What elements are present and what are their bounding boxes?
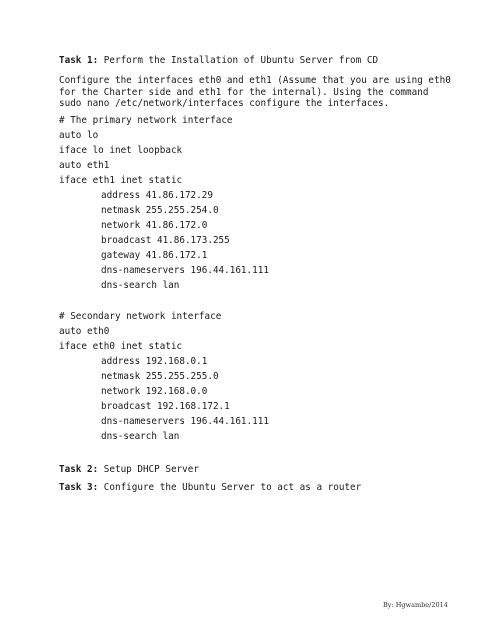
task3-label: Task 3: bbox=[59, 482, 99, 493]
primary-comment: # The primary network interface bbox=[59, 115, 233, 126]
task2-label: Task 2: bbox=[59, 464, 99, 475]
eth0-dns-nameservers: dns-nameservers 196.44.161.111 bbox=[101, 416, 269, 427]
intro-line-1: Configure the interfaces eth0 and eth1 (Assume that you are using eth0 bbox=[59, 75, 451, 86]
eth1-dns-search: dns-search lan bbox=[101, 280, 180, 291]
eth1-network: network 41.86.172.0 bbox=[101, 220, 208, 231]
eth1-gateway: gateway 41.86.172.1 bbox=[101, 250, 208, 261]
auto-eth0: auto eth0 bbox=[59, 326, 110, 337]
auto-eth1: auto eth1 bbox=[59, 160, 110, 171]
task1-label: Task 1: bbox=[59, 55, 99, 66]
iface-lo: iface lo inet loopback bbox=[59, 145, 183, 156]
task3-heading bbox=[59, 482, 361, 494]
eth0-dns-search: dns-search lan bbox=[101, 431, 180, 442]
eth1-dns-nameservers: dns-nameservers 196.44.161.111 bbox=[101, 265, 269, 276]
task3-text: Configure the Ubuntu Server to act as a router bbox=[98, 482, 362, 493]
iface-eth1: iface eth1 inet static bbox=[59, 175, 183, 186]
iface-eth0: iface eth0 inet static bbox=[59, 341, 183, 352]
eth0-address: address 192.168.0.1 bbox=[101, 356, 208, 367]
eth0-network: network 192.168.0.0 bbox=[101, 386, 208, 397]
eth1-address: address 41.86.172.29 bbox=[101, 190, 213, 201]
task2-text: Setup DHCP Server bbox=[98, 464, 199, 475]
intro-line-2: for the Charter side and eth1 for the internal). Using the command bbox=[59, 87, 429, 98]
task2-heading bbox=[59, 464, 199, 476]
task1-text: Perform the Installation of Ubuntu Server from CD bbox=[98, 55, 379, 66]
eth1-broadcast: broadcast 41.86.173.255 bbox=[101, 235, 230, 246]
auto-lo: auto lo bbox=[59, 130, 99, 141]
eth0-broadcast: broadcast 192.168.172.1 bbox=[101, 401, 230, 412]
footer-author: By: Hgwambe/2014 bbox=[383, 601, 448, 609]
eth0-netmask: netmask 255.255.255.0 bbox=[101, 371, 219, 382]
secondary-comment: # Secondary network interface bbox=[59, 311, 222, 322]
intro-line-3: sudo nano /etc/network/interfaces configure the interfaces. bbox=[59, 98, 390, 109]
task1-heading bbox=[59, 55, 378, 67]
eth1-netmask: netmask 255.255.254.0 bbox=[101, 205, 219, 216]
